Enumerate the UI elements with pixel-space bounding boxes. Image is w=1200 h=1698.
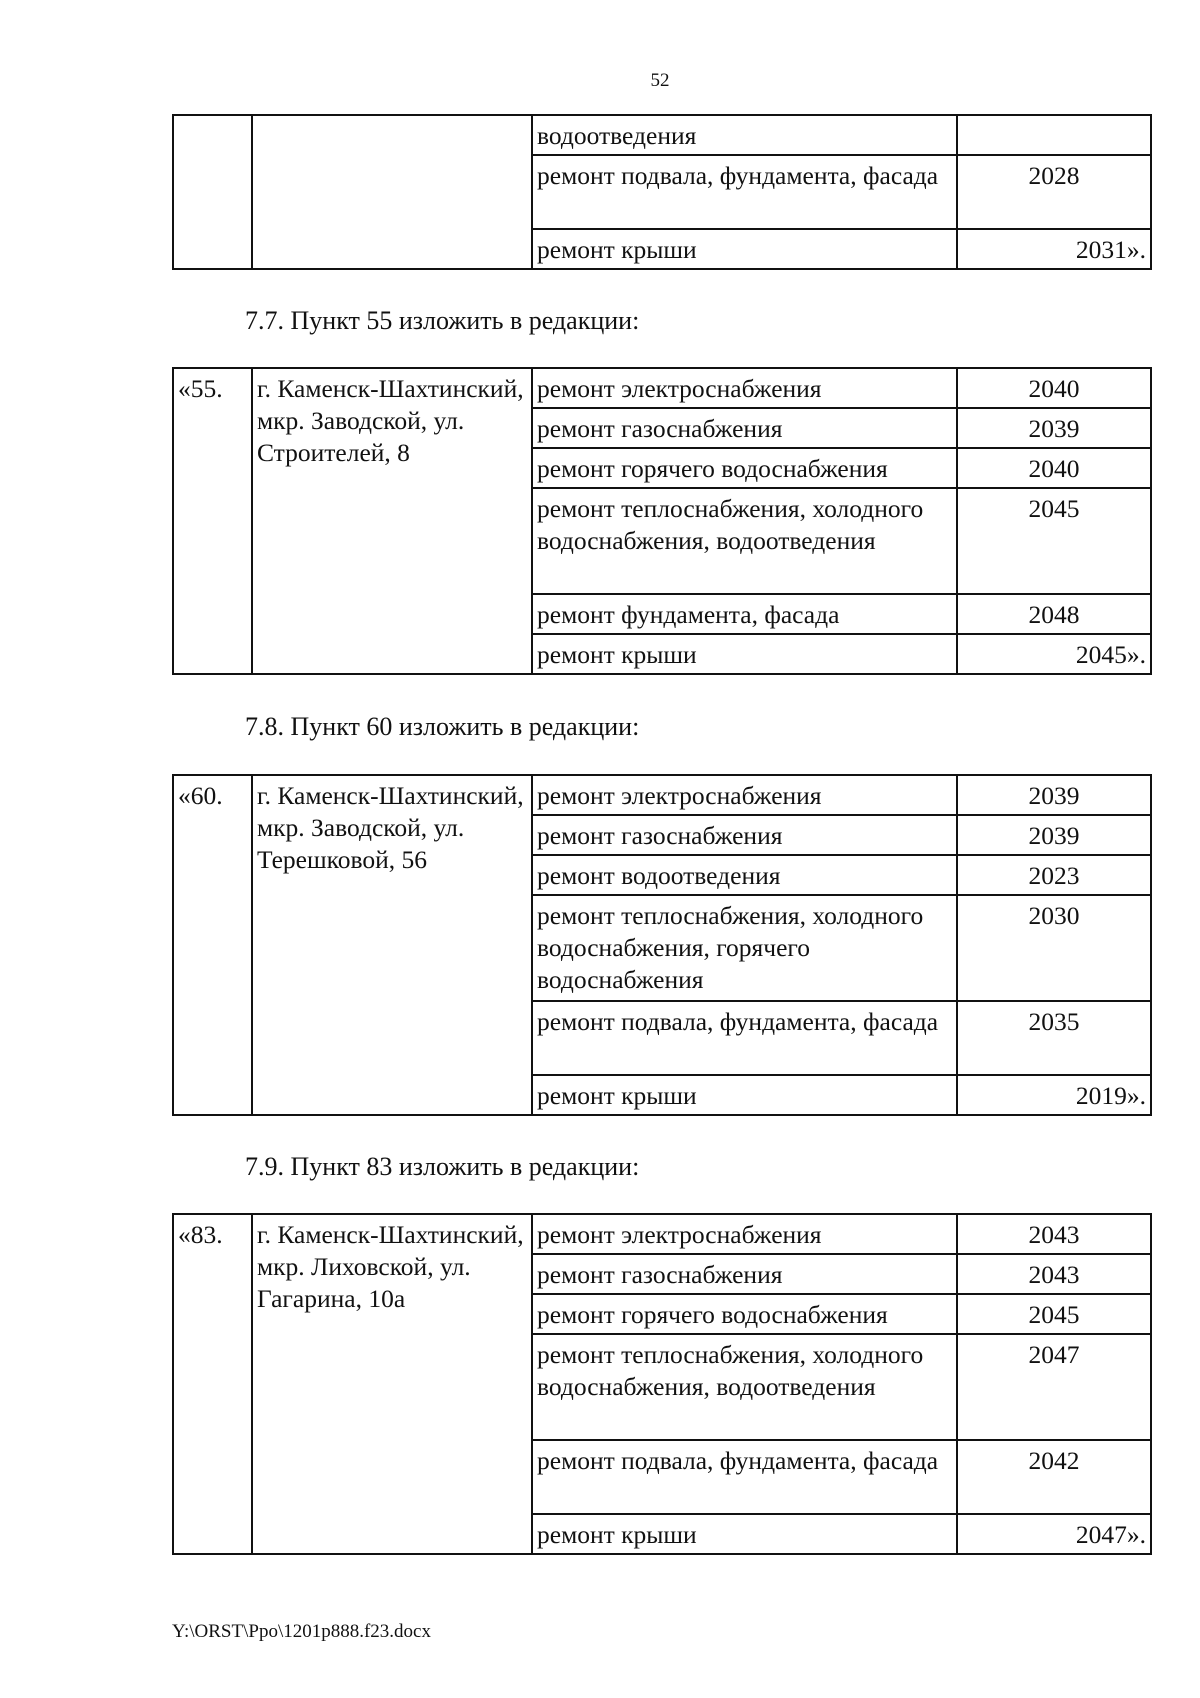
table-item-83 — [172, 1213, 1152, 1555]
work-cell: водоотведения — [532, 115, 957, 155]
table-item-55 — [172, 367, 1152, 675]
footer-file-path: Y:\ORST\Ppo\1201p888.f23.docx — [172, 1621, 431, 1642]
paragraph-7-9: 7.9. Пункт 83 изложить в редакции: — [245, 1152, 640, 1181]
year-cell — [957, 115, 1151, 155]
item-number-cell: «60. — [173, 775, 252, 1115]
year-cell: 2047». — [957, 1514, 1151, 1554]
work-cell: ремонт водоотведения — [532, 855, 957, 895]
work-cell: ремонт горячего водоснабжения — [532, 448, 957, 488]
work-cell: ремонт подвала, фундамента, фасада — [532, 155, 957, 229]
address-cell: г. Каменск-Шахтинский, мкр. Лиховской, ул. Гагарина, 10а — [252, 1214, 532, 1554]
work-cell: ремонт электроснабжения — [532, 368, 957, 408]
work-cell: ремонт теплоснабжения, холодного водоснабжения, водоотведения — [532, 1334, 957, 1440]
table-item-60 — [172, 774, 1152, 1116]
year-cell: 2043 — [957, 1214, 1151, 1254]
item-number-cell: «55. — [173, 368, 252, 674]
year-cell: 2048 — [957, 594, 1151, 634]
page-number: 52 — [650, 70, 670, 91]
paragraph-7-7: 7.7. Пункт 55 изложить в редакции: — [245, 306, 640, 335]
work-cell: ремонт подвала, фундамента, фасада — [532, 1440, 957, 1514]
year-cell: 2042 — [957, 1440, 1151, 1514]
year-cell: 2028 — [957, 155, 1151, 229]
year-cell: 2043 — [957, 1254, 1151, 1294]
year-cell: 2035 — [957, 1001, 1151, 1075]
work-cell: ремонт теплоснабжения, холодного водоснабжения, водоотведения — [532, 488, 957, 594]
work-cell: ремонт крыши — [532, 1514, 957, 1554]
work-cell: ремонт крыши — [532, 229, 957, 269]
item-number-cell — [173, 115, 252, 269]
work-cell: ремонт подвала, фундамента, фасада — [532, 1001, 957, 1075]
work-cell: ремонт теплоснабжения, холодного водоснабжения, горячего водоснабжения — [532, 895, 957, 1001]
year-cell: 2039 — [957, 775, 1151, 815]
year-cell: 2045 — [957, 488, 1151, 594]
year-cell: 2047 — [957, 1334, 1151, 1440]
work-cell: ремонт газоснабжения — [532, 815, 957, 855]
work-cell: ремонт горячего водоснабжения — [532, 1294, 957, 1334]
work-cell: ремонт крыши — [532, 1075, 957, 1115]
year-cell: 2045 — [957, 1294, 1151, 1334]
year-cell: 2039 — [957, 408, 1151, 448]
address-cell: г. Каменск-Шахтинский, мкр. Заводской, ул. Терешковой, 56 — [252, 775, 532, 1115]
work-cell: ремонт электроснабжения — [532, 1214, 957, 1254]
year-cell: 2019». — [957, 1075, 1151, 1115]
year-cell: 2030 — [957, 895, 1151, 1001]
work-cell: ремонт газоснабжения — [532, 408, 957, 448]
year-cell: 2023 — [957, 855, 1151, 895]
address-cell — [252, 115, 532, 269]
work-cell: ремонт электроснабжения — [532, 775, 957, 815]
year-cell: 2040 — [957, 448, 1151, 488]
year-cell: 2031». — [957, 229, 1151, 269]
work-cell: ремонт фундамента, фасада — [532, 594, 957, 634]
year-cell: 2045». — [957, 634, 1151, 674]
year-cell: 2040 — [957, 368, 1151, 408]
address-cell: г. Каменск-Шахтинский, мкр. Заводской, ул. Строителей, 8 — [252, 368, 532, 674]
item-number-cell: «83. — [173, 1214, 252, 1554]
paragraph-7-8: 7.8. Пункт 60 изложить в редакции: — [245, 712, 640, 741]
table-continuation — [172, 114, 1152, 270]
work-cell: ремонт газоснабжения — [532, 1254, 957, 1294]
work-cell: ремонт крыши — [532, 634, 957, 674]
year-cell: 2039 — [957, 815, 1151, 855]
